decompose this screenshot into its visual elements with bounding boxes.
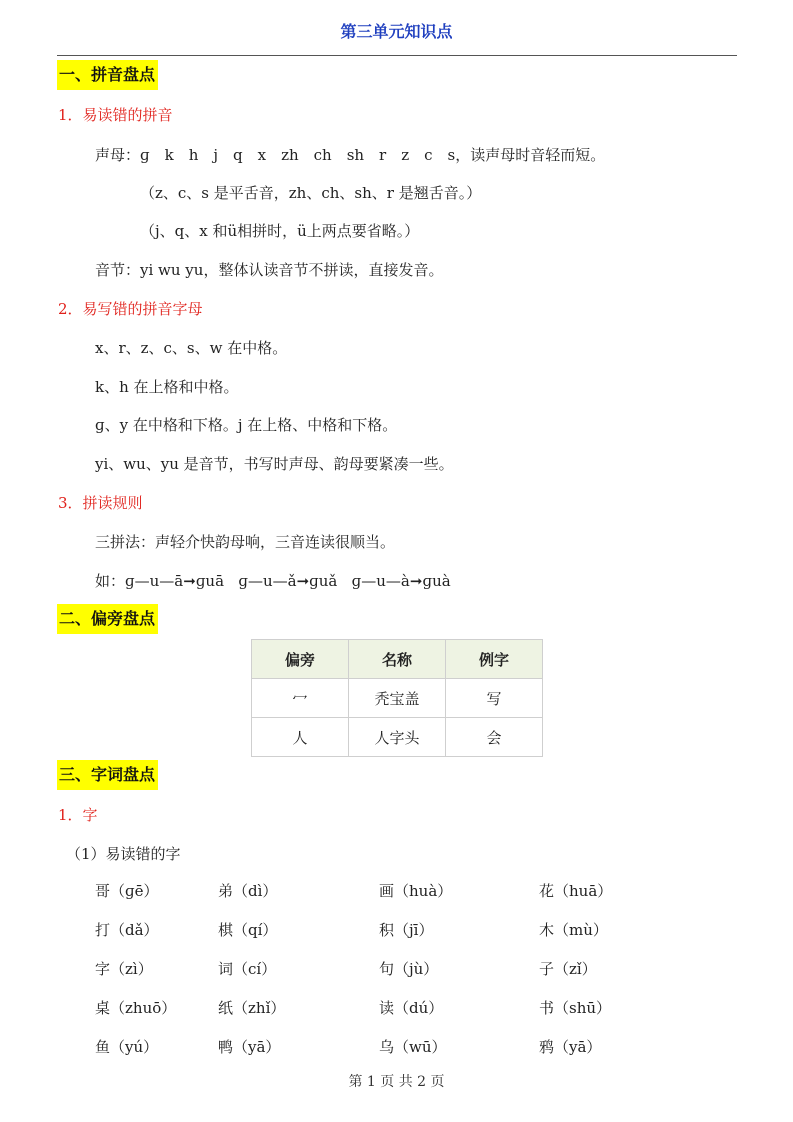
column-header-radical: 偏旁 <box>252 640 349 679</box>
character-row <box>95 1036 655 1075</box>
character-item: 乌（wū） <box>379 1038 447 1056</box>
table-cell: 人字头 <box>349 718 446 757</box>
examples-prefix: 如： <box>95 572 126 590</box>
initials-line: 声母：ɡ k h j q x zh ch sh r z c s，读声母时音轻而短。 <box>95 146 606 164</box>
example-result: ɡuā <box>195 572 225 590</box>
character-item: 打（dǎ） <box>95 921 159 939</box>
column-header-example: 例字 <box>446 640 543 679</box>
subheading-characters: 1．字 <box>58 806 98 824</box>
examples-line <box>95 571 451 591</box>
character-item: 木（mù） <box>539 921 608 939</box>
subheading-miswritten-letters: 2．易写错的拼音字母 <box>58 300 203 318</box>
note-umlaut-omission: （j、q、x 和ü相拼时，ü上两点要省略。） <box>140 222 420 240</box>
column-header-name: 名称 <box>349 640 446 679</box>
character-item: 积（jī） <box>379 921 434 939</box>
writing-rule-2: k、h 在上格和中格。 <box>95 378 239 396</box>
writing-rule-4: yi、wu、yu 是音节，书写时声母、韵母要紧凑一些。 <box>95 455 454 473</box>
subheading-misread-pinyin: 1．易读错的拼音 <box>58 106 173 124</box>
title-divider <box>57 55 737 56</box>
three-part-rule: 三拼法：声轻介快韵母响，三音连读很顺当。 <box>95 533 396 551</box>
radicals-table <box>251 639 543 757</box>
character-item: 鸦（yā） <box>539 1038 602 1056</box>
character-item: 桌（zhuō） <box>95 999 177 1017</box>
section-heading-pinyin: 一、拼音盘点 <box>57 60 158 90</box>
character-row <box>95 919 655 958</box>
character-item: 字（zì） <box>95 960 153 978</box>
table-header-row <box>252 640 543 679</box>
subheading-misread-characters: （1）易读错的字 <box>66 845 181 863</box>
character-item: 书（shū） <box>539 999 612 1017</box>
character-item: 哥（ɡē） <box>95 882 159 900</box>
table-cell: 写 <box>446 679 543 718</box>
character-row <box>95 958 655 997</box>
arrow-icon: ➞ <box>409 572 423 590</box>
writing-rule-1: x、r、z、c、s、w 在中格。 <box>95 339 288 357</box>
example-result: ɡuǎ <box>309 572 338 590</box>
example-parts: ɡ—u—ǎ <box>238 572 297 590</box>
arrow-icon: ➞ <box>296 572 310 590</box>
character-item: 棋（qí） <box>218 921 278 939</box>
character-item: 纸（zhǐ） <box>218 999 286 1017</box>
character-grid <box>95 880 655 1075</box>
note-flat-curled-tongue: （z、c、s 是平舌音，zh、ch、sh、r 是翘舌音。） <box>140 184 482 202</box>
character-item: 鸭（yā） <box>218 1038 281 1056</box>
character-item: 子（zǐ） <box>539 960 597 978</box>
page-footer: 第 1 页 共 2 页 <box>348 1074 445 1090</box>
table-cell: 秃宝盖 <box>349 679 446 718</box>
table-row <box>252 679 543 718</box>
arrow-icon: ➞ <box>183 572 196 590</box>
syllables-line: 音节：yi wu yu，整体认读音节不拼读，直接发音。 <box>95 261 444 279</box>
table-cell: 人 <box>252 718 349 757</box>
example-parts: ɡ—u—ā <box>125 572 184 590</box>
character-item: 弟（dì） <box>218 882 278 900</box>
subheading-spelling-rules: 3．拼读规则 <box>58 494 143 512</box>
character-row <box>95 997 655 1036</box>
table-cell: 冖 <box>252 679 349 718</box>
character-item: 词（cí） <box>218 960 277 978</box>
example-result: ɡuà <box>422 572 451 590</box>
writing-rule-3: ɡ、y 在中格和下格。j 在上格、中格和下格。 <box>95 416 398 434</box>
character-item: 画（huà） <box>379 882 453 900</box>
character-item: 鱼（yú） <box>95 1038 159 1056</box>
page-title: 第三单元知识点 <box>340 22 453 41</box>
character-item: 句（jù） <box>379 960 439 978</box>
character-row <box>95 880 655 919</box>
table-cell: 会 <box>446 718 543 757</box>
character-item: 读（dú） <box>379 999 444 1017</box>
example-parts: ɡ—u—à <box>351 572 410 590</box>
character-item: 花（huā） <box>539 882 613 900</box>
table-row <box>252 718 543 757</box>
section-heading-words: 三、字词盘点 <box>57 760 158 790</box>
section-heading-radicals: 二、偏旁盘点 <box>57 604 158 634</box>
